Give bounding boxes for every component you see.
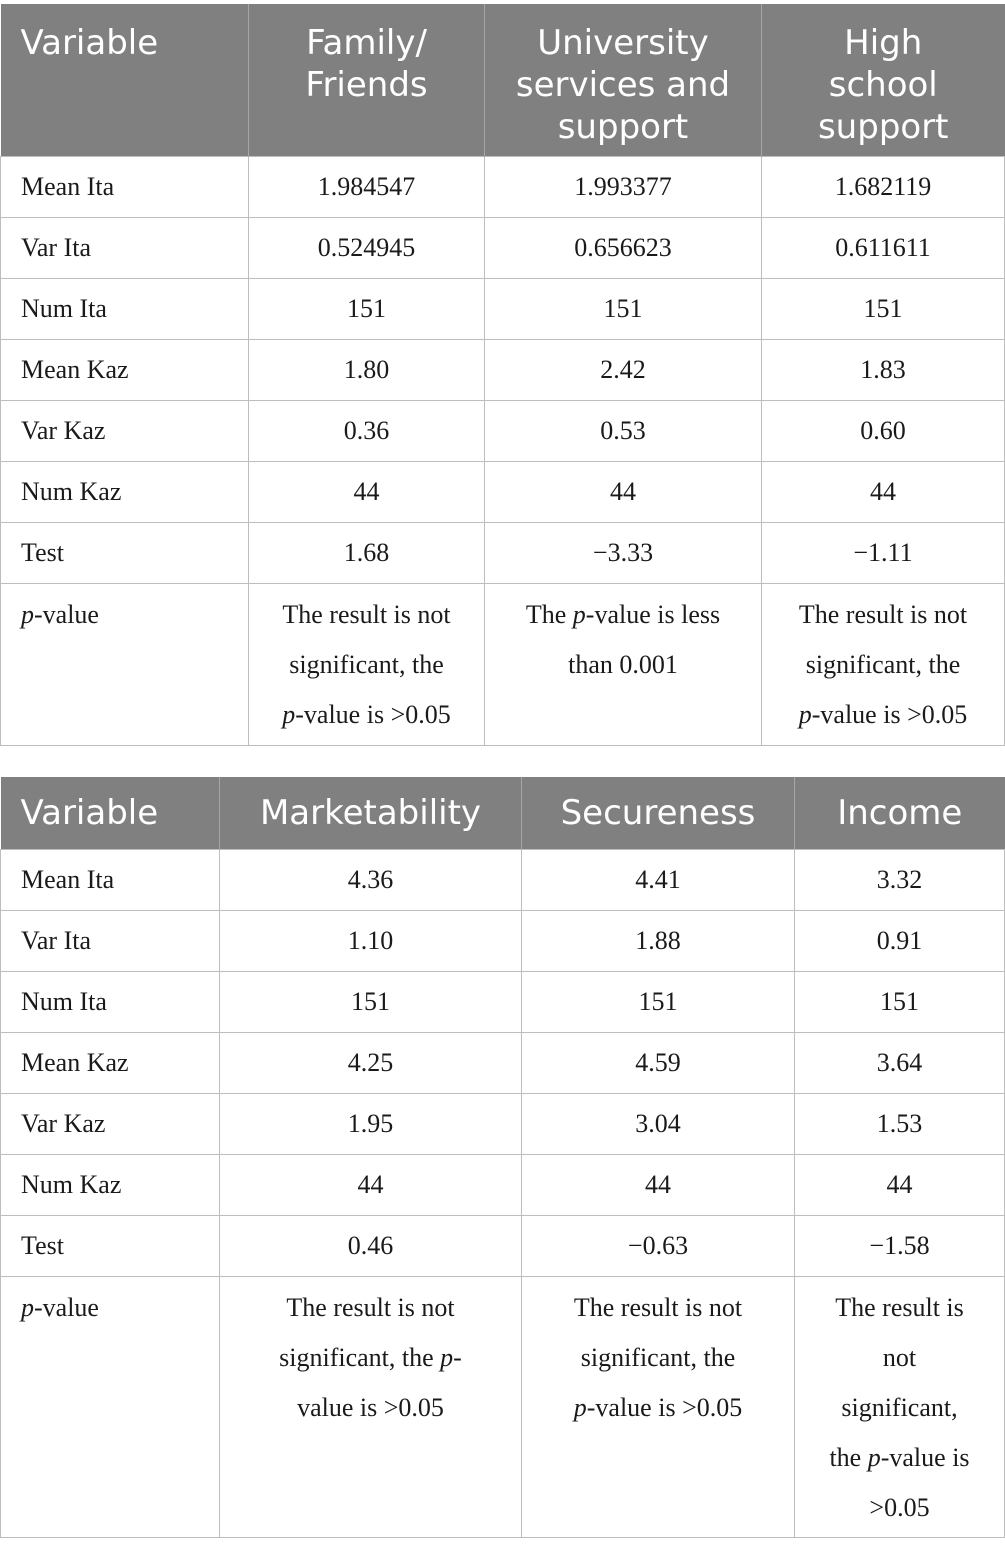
- header-line: University: [537, 23, 709, 63]
- pvalue-cell: [795, 1277, 1005, 1538]
- row-label: Var Kaz: [1, 1094, 220, 1155]
- table-cell: 44: [485, 462, 762, 523]
- table-cell: 1.10: [220, 911, 522, 972]
- pvalue-line: The result is not: [798, 600, 968, 629]
- table-cell: 0.656623: [485, 218, 762, 279]
- pvalue-line: not: [882, 1343, 917, 1372]
- pvalue-cell: [762, 584, 1005, 746]
- table-cell: 151: [485, 279, 762, 340]
- table-cell: 4.36: [220, 850, 522, 911]
- table-cell: 0.36: [249, 401, 485, 462]
- table-cell: −3.33: [485, 523, 762, 584]
- table-row: [1, 1155, 1005, 1216]
- table-cell: 1.984547: [249, 157, 485, 218]
- table-cell: 3.04: [522, 1094, 795, 1155]
- row-label: p-value: [1, 1277, 220, 1538]
- row-label: Mean Ita: [1, 157, 249, 218]
- table-row-pvalue: [1, 1277, 1005, 1538]
- pvalue-cell: [220, 1277, 522, 1538]
- table-cell: 3.64: [795, 1033, 1005, 1094]
- column-header: [762, 4, 1005, 157]
- pvalue-line: p-value is >0.05: [282, 700, 451, 729]
- header-line: Family/: [306, 23, 427, 63]
- comparison-table-1: [0, 4, 1005, 746]
- table-row: [1, 340, 1005, 401]
- row-label: Num Kaz: [1, 1155, 220, 1216]
- table-cell: 0.91: [795, 911, 1005, 972]
- table-cell: 151: [522, 972, 795, 1033]
- row-label: Num Kaz: [1, 462, 249, 523]
- table-cell: 1.88: [522, 911, 795, 972]
- table-cell: 1.53: [795, 1094, 1005, 1155]
- table-cell: 1.68: [249, 523, 485, 584]
- table-cell: −1.11: [762, 523, 1005, 584]
- table-cell: 3.32: [795, 850, 1005, 911]
- table-cell: −0.63: [522, 1216, 795, 1277]
- header-line: Income: [837, 793, 963, 833]
- pvalue-line: The result is: [835, 1293, 964, 1322]
- header-line: support: [557, 107, 689, 147]
- row-label: Mean Kaz: [1, 340, 249, 401]
- pvalue-line: value is >0.05: [297, 1393, 444, 1422]
- column-header: [220, 777, 522, 850]
- row-label: Num Ita: [1, 279, 249, 340]
- table-row-pvalue: [1, 584, 1005, 746]
- table-cell: 0.611611: [762, 218, 1005, 279]
- pvalue-line: The result is not: [282, 600, 451, 629]
- table-row: [1, 850, 1005, 911]
- table-row: [1, 401, 1005, 462]
- table-cell: 0.60: [762, 401, 1005, 462]
- table-row: [1, 1216, 1005, 1277]
- pvalue-line: significant, the: [805, 650, 961, 679]
- column-header: [249, 4, 485, 157]
- row-label: Mean Ita: [1, 850, 220, 911]
- column-header: [522, 777, 795, 850]
- column-header: [485, 4, 762, 157]
- table-row: [1, 157, 1005, 218]
- table-cell: −1.58: [795, 1216, 1005, 1277]
- table-cell: 1.993377: [485, 157, 762, 218]
- pvalue-line: p-value is >0.05: [573, 1393, 743, 1422]
- table-row: [1, 911, 1005, 972]
- table-row: [1, 1033, 1005, 1094]
- row-label: Num Ita: [1, 972, 220, 1033]
- pvalue-line: The result is not: [573, 1293, 743, 1322]
- column-header: [795, 777, 1005, 850]
- row-label: Var Kaz: [1, 401, 249, 462]
- pvalue-line: significant, the: [289, 650, 444, 679]
- table-cell: 0.524945: [249, 218, 485, 279]
- row-label: p-value: [1, 584, 249, 746]
- table-cell: 4.25: [220, 1033, 522, 1094]
- table-header-row: [1, 4, 1005, 157]
- pvalue-line: significant,: [841, 1393, 958, 1422]
- pvalue-line: significant, the: [580, 1343, 736, 1372]
- table-cell: 2.42: [485, 340, 762, 401]
- table-cell: 4.59: [522, 1033, 795, 1094]
- comparison-table-2: [0, 777, 1005, 1538]
- header-line: High: [844, 23, 923, 63]
- table-cell: 0.46: [220, 1216, 522, 1277]
- table-cell: 44: [249, 462, 485, 523]
- pvalue-cell: [249, 584, 485, 746]
- row-label: Test: [1, 523, 249, 584]
- pvalue-line: The p-value is less: [525, 600, 721, 629]
- header-line: Variable: [20, 793, 159, 833]
- row-label: Mean Kaz: [1, 1033, 220, 1094]
- header-line: Variable: [20, 23, 159, 63]
- table-row: [1, 462, 1005, 523]
- pvalue-cell: [485, 584, 762, 746]
- table-row: [1, 1094, 1005, 1155]
- pvalue-line: significant, the p-: [279, 1343, 462, 1372]
- table-cell: 151: [795, 972, 1005, 1033]
- table-row: [1, 972, 1005, 1033]
- table-row: [1, 218, 1005, 279]
- pvalue-line: p-value is >0.05: [798, 700, 968, 729]
- pvalue-line: The result is not: [286, 1293, 455, 1322]
- pvalue-cell: [522, 1277, 795, 1538]
- table-cell: 151: [762, 279, 1005, 340]
- table-row: [1, 279, 1005, 340]
- table-cell: 151: [249, 279, 485, 340]
- pvalue-line: >0.05: [869, 1493, 930, 1522]
- header-line: school: [828, 65, 938, 105]
- table-cell: 1.80: [249, 340, 485, 401]
- table-cell: 44: [762, 462, 1005, 523]
- table-cell: 4.41: [522, 850, 795, 911]
- row-label: Var Ita: [1, 218, 249, 279]
- header-line: Secureness: [560, 793, 756, 833]
- table-header-row: [1, 777, 1005, 850]
- table-row: [1, 523, 1005, 584]
- table-cell: 151: [220, 972, 522, 1033]
- row-label: Test: [1, 1216, 220, 1277]
- header-line: Marketability: [259, 793, 482, 833]
- table-cell: 1.83: [762, 340, 1005, 401]
- header-line: support: [817, 107, 949, 147]
- pvalue-line: the p-value is: [829, 1443, 970, 1472]
- column-header: [1, 777, 220, 850]
- header-line: Friends: [305, 65, 428, 105]
- table-cell: 44: [220, 1155, 522, 1216]
- table-cell: 44: [795, 1155, 1005, 1216]
- row-label: Var Ita: [1, 911, 220, 972]
- table-cell: 1.95: [220, 1094, 522, 1155]
- table-cell: 0.53: [485, 401, 762, 462]
- table-cell: 1.682119: [762, 157, 1005, 218]
- pvalue-line: than 0.001: [568, 650, 678, 679]
- header-line: services and: [515, 65, 731, 105]
- column-header: [1, 4, 249, 157]
- table-cell: 44: [522, 1155, 795, 1216]
